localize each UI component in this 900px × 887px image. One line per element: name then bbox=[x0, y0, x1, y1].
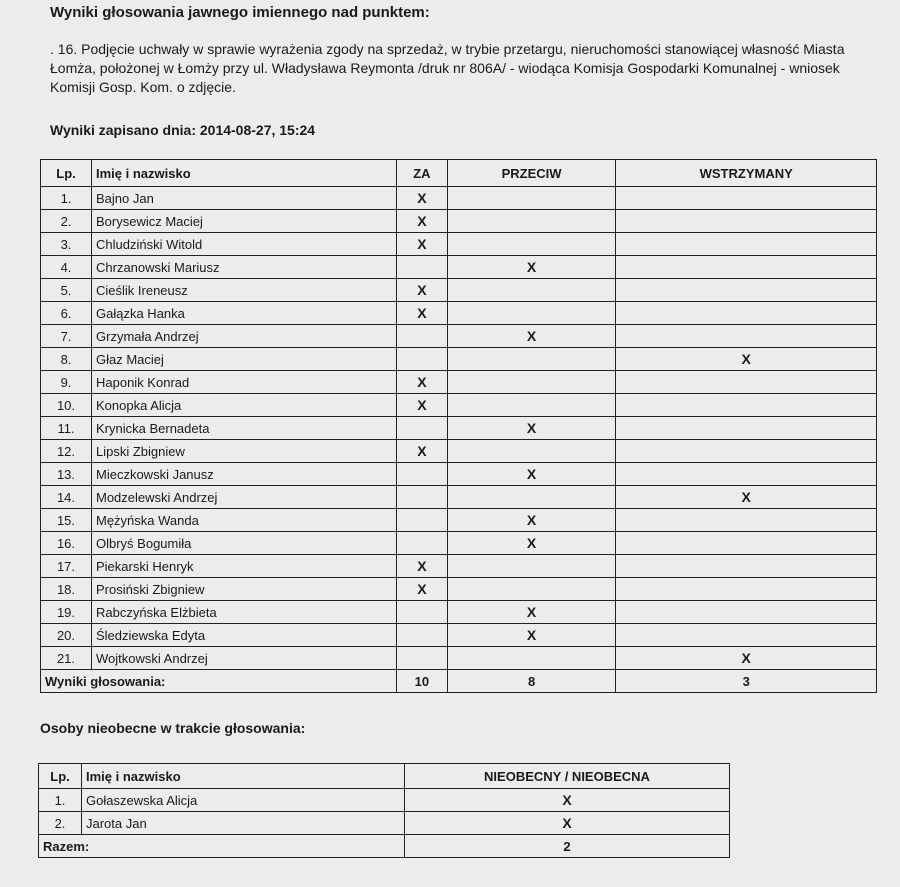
vote-wstrzymany-mark bbox=[616, 463, 877, 486]
total-za: 10 bbox=[397, 670, 448, 693]
vote-za-mark: X bbox=[397, 394, 448, 417]
vote-wstrzymany-mark: X bbox=[616, 486, 877, 509]
vote-przeciw-mark: X bbox=[447, 532, 616, 555]
vote-za-mark bbox=[397, 624, 448, 647]
row-number: 17. bbox=[41, 555, 92, 578]
vote-row bbox=[41, 394, 877, 417]
absent-summary-label: Razem: bbox=[39, 835, 405, 858]
councillor-name: Lipski Zbigniew bbox=[92, 440, 397, 463]
vote-row bbox=[41, 302, 877, 325]
absent-summary-row bbox=[39, 835, 730, 858]
vote-wstrzymany-mark: X bbox=[616, 647, 877, 670]
row-number: 5. bbox=[41, 279, 92, 302]
councillor-name: Piekarski Henryk bbox=[92, 555, 397, 578]
col-name-header: Imię i nazwisko bbox=[92, 160, 397, 187]
absent-mark: X bbox=[405, 812, 730, 835]
col-za-header: ZA bbox=[397, 160, 448, 187]
vote-wstrzymany-mark bbox=[616, 394, 877, 417]
vote-przeciw-mark: X bbox=[447, 601, 616, 624]
vote-row bbox=[41, 256, 877, 279]
vote-row bbox=[41, 417, 877, 440]
vote-przeciw-mark: X bbox=[447, 509, 616, 532]
vote-wstrzymany-mark bbox=[616, 555, 877, 578]
vote-za-mark: X bbox=[397, 440, 448, 463]
row-number: 20. bbox=[41, 624, 92, 647]
councillor-name: Krynicka Bernadeta bbox=[92, 417, 397, 440]
vote-wstrzymany-mark bbox=[616, 302, 877, 325]
vote-przeciw-mark: X bbox=[447, 325, 616, 348]
vote-row bbox=[41, 555, 877, 578]
row-number: 1. bbox=[41, 187, 92, 210]
absent-total: 2 bbox=[405, 835, 730, 858]
row-number: 8. bbox=[41, 348, 92, 371]
vote-przeciw-mark bbox=[447, 647, 616, 670]
councillor-name: Chludziński Witold bbox=[92, 233, 397, 256]
vote-przeciw-mark bbox=[447, 486, 616, 509]
councillor-name: Wojtkowski Andrzej bbox=[92, 647, 397, 670]
vote-wstrzymany-mark: X bbox=[616, 348, 877, 371]
vote-wstrzymany-mark bbox=[616, 417, 877, 440]
vote-za-mark: X bbox=[397, 187, 448, 210]
vote-za-mark bbox=[397, 463, 448, 486]
total-wstrzymany: 3 bbox=[616, 670, 877, 693]
vote-row bbox=[41, 463, 877, 486]
vote-row bbox=[41, 371, 877, 394]
total-przeciw: 8 bbox=[447, 670, 616, 693]
vote-przeciw-mark bbox=[447, 440, 616, 463]
vote-za-mark bbox=[397, 647, 448, 670]
vote-przeciw-mark bbox=[447, 348, 616, 371]
councillor-name: Prosiński Zbigniew bbox=[92, 578, 397, 601]
vote-za-mark: X bbox=[397, 578, 448, 601]
vote-za-mark bbox=[397, 417, 448, 440]
vote-przeciw-mark bbox=[447, 279, 616, 302]
vote-wstrzymany-mark bbox=[616, 210, 877, 233]
councillor-name: Borysewicz Maciej bbox=[92, 210, 397, 233]
vote-row bbox=[41, 601, 877, 624]
vote-za-mark: X bbox=[397, 371, 448, 394]
absent-person-name: Gołaszewska Alicja bbox=[82, 789, 405, 812]
absent-row-number: 1. bbox=[39, 789, 82, 812]
councillor-name: Śledziewska Edyta bbox=[92, 624, 397, 647]
vote-przeciw-mark: X bbox=[447, 417, 616, 440]
vote-przeciw-mark bbox=[447, 302, 616, 325]
absent-section-title: Osoby nieobecne w trakcie głosowania: bbox=[40, 720, 306, 736]
row-number: 11. bbox=[41, 417, 92, 440]
absent-mark: X bbox=[405, 789, 730, 812]
vote-za-mark: X bbox=[397, 279, 448, 302]
vote-za-mark bbox=[397, 509, 448, 532]
row-number: 12. bbox=[41, 440, 92, 463]
councillor-name: Modzelewski Andrzej bbox=[92, 486, 397, 509]
councillor-name: Głaz Maciej bbox=[92, 348, 397, 371]
vote-wstrzymany-mark bbox=[616, 256, 877, 279]
absent-col-lp-header: Lp. bbox=[39, 764, 82, 789]
vote-za-mark bbox=[397, 348, 448, 371]
vote-wstrzymany-mark bbox=[616, 279, 877, 302]
vote-row bbox=[41, 647, 877, 670]
councillor-name: Rabczyńska Elżbieta bbox=[92, 601, 397, 624]
vote-row bbox=[41, 486, 877, 509]
vote-przeciw-mark bbox=[447, 187, 616, 210]
councillor-name: Grzymała Andrzej bbox=[92, 325, 397, 348]
vote-za-mark: X bbox=[397, 233, 448, 256]
absent-row bbox=[39, 789, 730, 812]
vote-przeciw-mark bbox=[447, 233, 616, 256]
vote-przeciw-mark: X bbox=[447, 624, 616, 647]
vote-za-mark bbox=[397, 486, 448, 509]
vote-row bbox=[41, 532, 877, 555]
councillor-name: Mężyńska Wanda bbox=[92, 509, 397, 532]
councillor-name: Gałązka Hanka bbox=[92, 302, 397, 325]
col-przeciw-header: PRZECIW bbox=[447, 160, 616, 187]
vote-wstrzymany-mark bbox=[616, 624, 877, 647]
row-number: 2. bbox=[41, 210, 92, 233]
agenda-item-description: . 16. Podjęcie uchwały w sprawie wyrażenia zgody na sprzedaż, w trybie przetargu, nieruchomości stanowiącej własność Miasta Łomża, położonej w Łomży przy ul. Władysława Reymonta /druk nr 806A/ - wiodąca Komisja Gospodarki Komunalnej - wniosek Komisji Gosp. Kom. o zdjęcie. bbox=[50, 41, 845, 95]
absent-header-row bbox=[39, 764, 730, 789]
councillor-name: Cieślik Ireneusz bbox=[92, 279, 397, 302]
vote-wstrzymany-mark bbox=[616, 578, 877, 601]
votes-table bbox=[40, 159, 877, 693]
votes-summary-label: Wyniki głosowania: bbox=[41, 670, 397, 693]
vote-wstrzymany-mark bbox=[616, 601, 877, 624]
row-number: 15. bbox=[41, 509, 92, 532]
vote-row bbox=[41, 348, 877, 371]
vote-row bbox=[41, 578, 877, 601]
vote-za-mark: X bbox=[397, 210, 448, 233]
vote-za-mark: X bbox=[397, 555, 448, 578]
row-number: 14. bbox=[41, 486, 92, 509]
row-number: 6. bbox=[41, 302, 92, 325]
row-number: 13. bbox=[41, 463, 92, 486]
vote-wstrzymany-mark bbox=[616, 371, 877, 394]
vote-row bbox=[41, 440, 877, 463]
councillor-name: Haponik Konrad bbox=[92, 371, 397, 394]
absent-col-status-header: NIEOBECNY / NIEOBECNA bbox=[405, 764, 730, 789]
absent-table bbox=[38, 763, 730, 858]
row-number: 16. bbox=[41, 532, 92, 555]
vote-za-mark bbox=[397, 256, 448, 279]
vote-za-mark: X bbox=[397, 302, 448, 325]
councillor-name: Bajno Jan bbox=[92, 187, 397, 210]
row-number: 7. bbox=[41, 325, 92, 348]
vote-za-mark bbox=[397, 325, 448, 348]
row-number: 9. bbox=[41, 371, 92, 394]
col-wstrzymany-header: WSTRZYMANY bbox=[616, 160, 877, 187]
vote-row bbox=[41, 210, 877, 233]
saved-timestamp: Wyniki zapisano dnia: 2014-08-27, 15:24 bbox=[50, 122, 316, 138]
vote-wstrzymany-mark bbox=[616, 233, 877, 256]
absent-row bbox=[39, 812, 730, 835]
vote-row bbox=[41, 279, 877, 302]
row-number: 10. bbox=[41, 394, 92, 417]
vote-przeciw-mark bbox=[447, 210, 616, 233]
vote-przeciw-mark bbox=[447, 394, 616, 417]
vote-przeciw-mark bbox=[447, 555, 616, 578]
vote-wstrzymany-mark bbox=[616, 440, 877, 463]
col-lp-header: Lp. bbox=[41, 160, 92, 187]
row-number: 21. bbox=[41, 647, 92, 670]
councillor-name: Chrzanowski Mariusz bbox=[92, 256, 397, 279]
vote-row bbox=[41, 187, 877, 210]
vote-wstrzymany-mark bbox=[616, 187, 877, 210]
vote-row bbox=[41, 624, 877, 647]
vote-wstrzymany-mark bbox=[616, 532, 877, 555]
vote-row bbox=[41, 233, 877, 256]
vote-przeciw-mark bbox=[447, 578, 616, 601]
absent-row-number: 2. bbox=[39, 812, 82, 835]
row-number: 3. bbox=[41, 233, 92, 256]
votes-summary-row bbox=[41, 670, 877, 693]
vote-za-mark bbox=[397, 601, 448, 624]
vote-przeciw-mark: X bbox=[447, 256, 616, 279]
councillor-name: Olbryś Bogumiła bbox=[92, 532, 397, 555]
vote-row bbox=[41, 509, 877, 532]
vote-przeciw-mark bbox=[447, 371, 616, 394]
row-number: 4. bbox=[41, 256, 92, 279]
absent-col-name-header: Imię i nazwisko bbox=[82, 764, 405, 789]
vote-wstrzymany-mark bbox=[616, 325, 877, 348]
councillor-name: Mieczkowski Janusz bbox=[92, 463, 397, 486]
row-number: 19. bbox=[41, 601, 92, 624]
vote-wstrzymany-mark bbox=[616, 509, 877, 532]
document-title: Wyniki głosowania jawnego imiennego nad punktem: bbox=[50, 4, 430, 21]
councillor-name: Konopka Alicja bbox=[92, 394, 397, 417]
vote-row bbox=[41, 325, 877, 348]
vote-przeciw-mark: X bbox=[447, 463, 616, 486]
vote-za-mark bbox=[397, 532, 448, 555]
absent-person-name: Jarota Jan bbox=[82, 812, 405, 835]
votes-header-row bbox=[41, 160, 877, 187]
row-number: 18. bbox=[41, 578, 92, 601]
